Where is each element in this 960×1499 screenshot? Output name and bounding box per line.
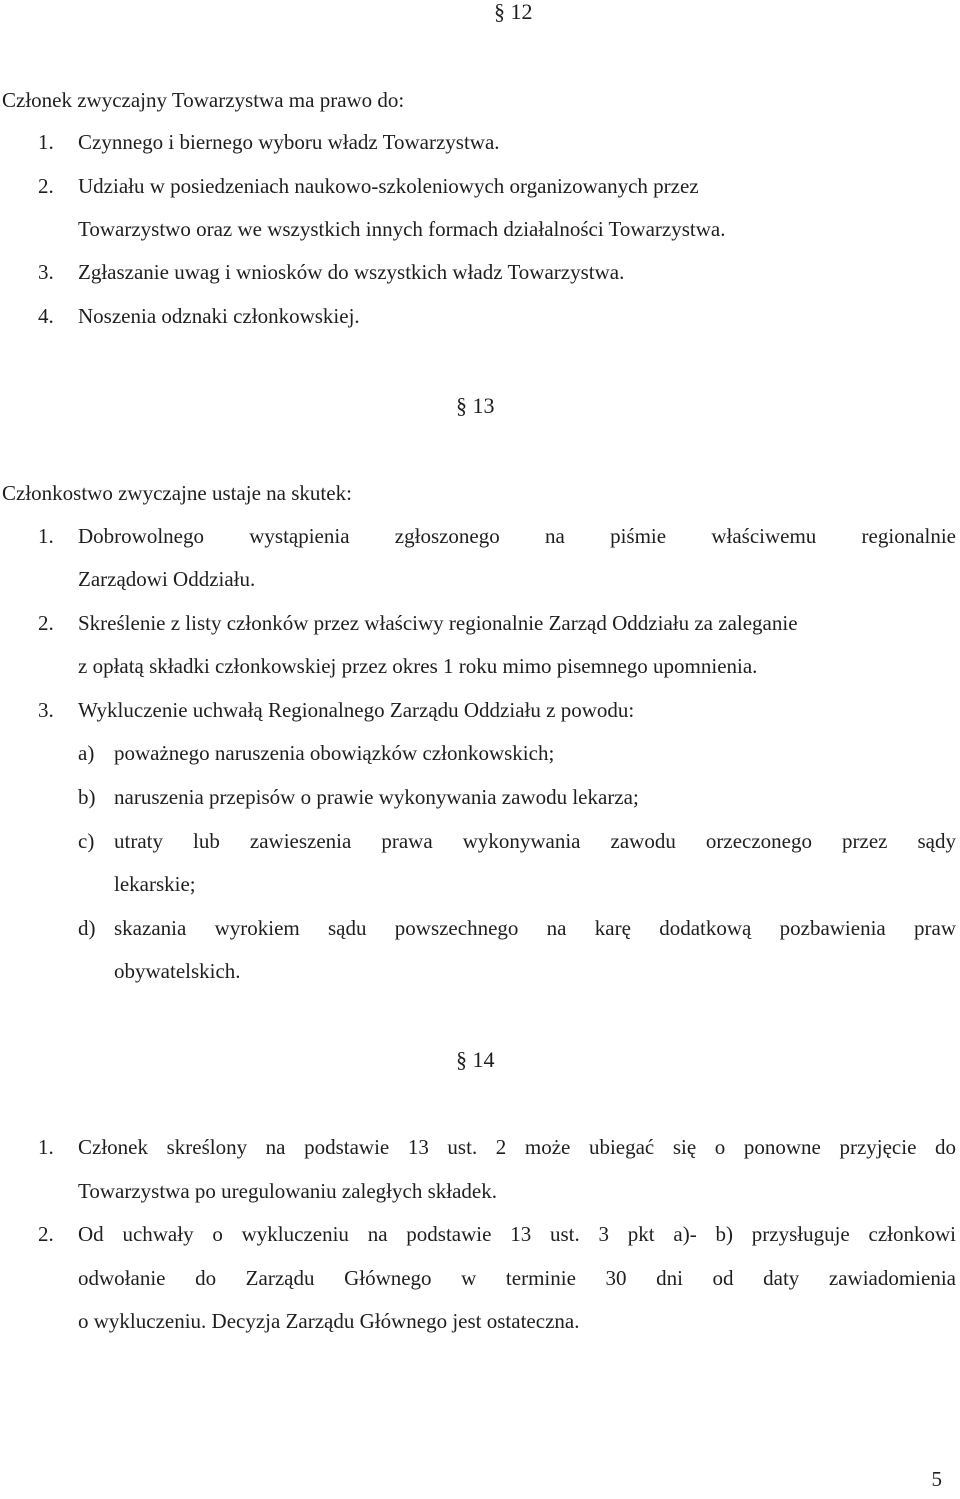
s14-item-2-text-line3: o wykluczeniu. Decyzja Zarządu Głównego jest ostateczna. — [78, 1309, 580, 1333]
s12-item-2-number: 2. — [38, 174, 54, 198]
s13-subitem-b-label: b) — [78, 785, 96, 809]
s13-item-3-number: 3. — [38, 698, 54, 722]
s12-item-2-text-line1: Udziału w posiedzeniach naukowo-szkoleniowych organizowanych przez — [78, 174, 699, 198]
s13-subitem-a-label: a) — [78, 741, 95, 765]
s13-subitem-d-label: d) — [78, 916, 96, 940]
s13-item-2-text-line1: Skreślenie z listy członków przez właściwy regionalnie Zarząd Oddziału za zaleganie — [78, 611, 798, 635]
s12-item-3-text: Zgłaszanie uwag i wniosków do wszystkich władz Towarzystwa. — [78, 260, 625, 284]
s14-item-1-text-line1: Członek skreślony na podstawie 13 ust. 2 może ubiegać się o ponowne przyjęcie do — [78, 1135, 956, 1159]
s12-item-2-text-line2: Towarzystwo oraz we wszystkich innych formach działalności Towarzystwa. — [78, 217, 726, 241]
s12-item-1-text: Czynnego i biernego wyboru władz Towarzystwa. — [78, 130, 500, 154]
s14-item-2-text-line1: Od uchwały o wykluczeniu na podstawie 13 ust. 3 pkt a)- b) przysługuje członkowi — [78, 1222, 956, 1246]
s13-subitem-d-text-line2: obywatelskich. — [114, 959, 241, 983]
s13-item-1-number: 1. — [38, 524, 54, 548]
s12-item-3-number: 3. — [38, 260, 54, 284]
section-12-heading: § 12 — [494, 0, 533, 24]
page-number: 5 — [931, 1467, 942, 1491]
s13-subitem-c-text-line1: utraty lub zawieszenia prawa wykonywania zawodu orzeczonego przez sądy — [114, 829, 956, 853]
section-14-heading: § 14 — [456, 1047, 495, 1072]
s13-subitem-b-text: naruszenia przepisów o prawie wykonywania zawodu lekarza; — [114, 785, 639, 809]
s14-item-2-number: 2. — [38, 1222, 54, 1246]
s13-item-2-text-line2: z opłatą składki członkowskiej przez okres 1 roku mimo pisemnego upomnienia. — [78, 654, 758, 678]
section-13-intro: Członkostwo zwyczajne ustaje na skutek: — [2, 481, 352, 505]
s13-subitem-c-text-line2: lekarskie; — [114, 872, 196, 896]
s13-subitem-c-label: c) — [78, 829, 95, 853]
s13-item-2-number: 2. — [38, 611, 54, 635]
s14-item-1-text-line2: Towarzystwa po uregulowaniu zaległych składek. — [78, 1179, 497, 1203]
s12-item-4-number: 4. — [38, 304, 54, 328]
s14-item-2-text-line2: odwołanie do Zarządu Głównego w terminie 30 dni od daty zawiadomienia — [78, 1266, 956, 1290]
s14-item-1-number: 1. — [38, 1135, 54, 1159]
s13-item-1-text-line1: Dobrowolnego wystąpienia zgłoszonego na piśmie właściwemu regionalnie — [78, 524, 956, 548]
s13-subitem-a-text: poważnego naruszenia obowiązków członkowskich; — [114, 741, 555, 765]
s12-item-4-text: Noszenia odznaki członkowskiej. — [78, 304, 360, 328]
section-13-heading: § 13 — [456, 393, 495, 418]
s12-item-1-number: 1. — [38, 130, 54, 154]
s13-item-3-text: Wykluczenie uchwałą Regionalnego Zarządu Oddziału z powodu: — [78, 698, 635, 722]
section-12-intro: Członek zwyczajny Towarzystwa ma prawo do: — [2, 88, 405, 112]
s13-subitem-d-text-line1: skazania wyrokiem sądu powszechnego na karę dodatkową pozbawienia praw — [114, 916, 956, 940]
s13-item-1-text-line2: Zarządowi Oddziału. — [78, 567, 256, 591]
